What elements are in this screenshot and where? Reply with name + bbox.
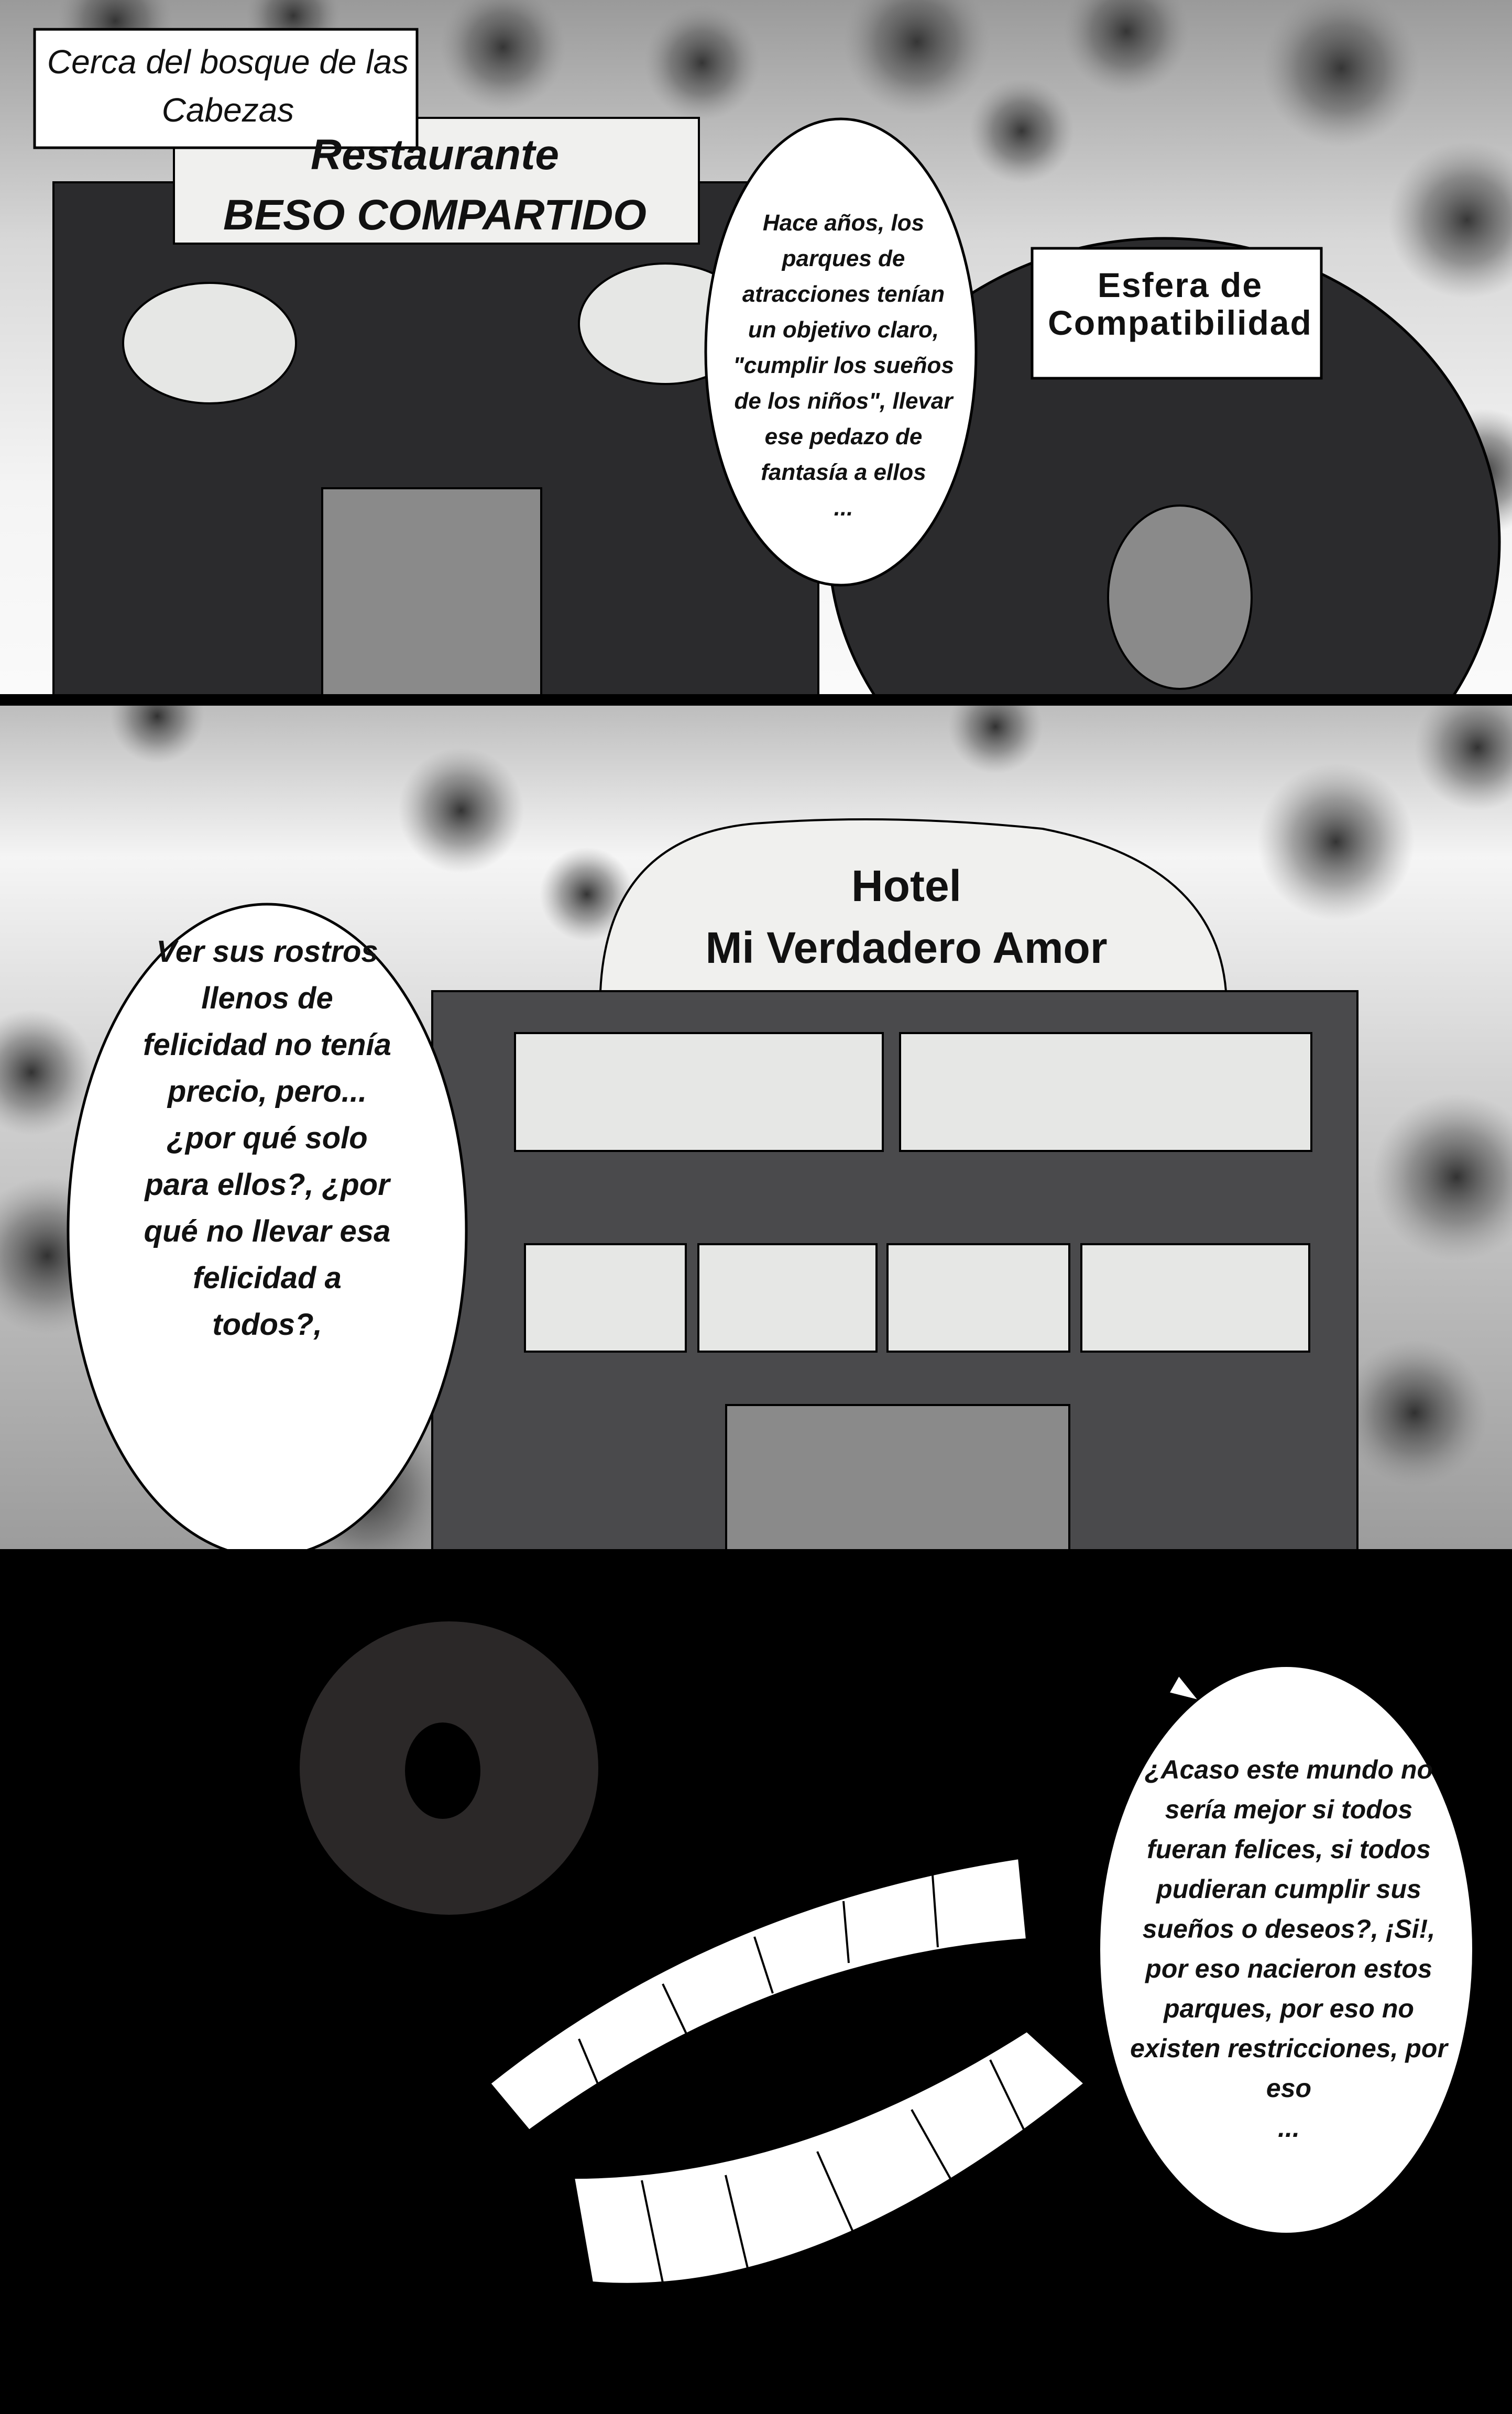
bubble-line: felicidad a — [193, 1261, 342, 1295]
sphere-sign-line: Compatibilidad — [1048, 303, 1312, 342]
bubble-line: parques de — [782, 246, 905, 271]
hotel-window-mid-1 — [525, 1244, 686, 1352]
hotel-sign-line: Hotel — [851, 861, 961, 910]
bubble-line: todos?, — [212, 1308, 322, 1342]
caption-box — [35, 29, 417, 148]
bubble-line: pudieran cumplir sus — [1156, 1874, 1421, 1904]
panel-1-art — [0, 0, 1512, 694]
bubble-line: eso — [1266, 2073, 1312, 2103]
bubble-line: Ver sus rostros — [156, 935, 378, 969]
bubble-line: Hace años, los — [762, 210, 925, 236]
bubble-line: para ellos?, ¿por — [145, 1168, 390, 1202]
bubble-line: ¿Acaso este mundo no — [1144, 1755, 1433, 1784]
bubble-line: atracciones tenían — [742, 281, 945, 307]
bubble-line: fantasía a ellos — [761, 459, 926, 485]
bubble-line: felicidad no tenía — [143, 1028, 391, 1062]
panel-3-art — [0, 1549, 1512, 2414]
panel-restaurant — [0, 0, 1512, 694]
restaurant-window-left — [123, 283, 296, 403]
hotel-window-mid-4 — [1081, 1244, 1309, 1352]
panel-hotel — [0, 706, 1512, 1549]
restaurant-door — [322, 488, 541, 694]
speech-bubble-2 — [68, 904, 466, 1549]
hotel-sign-line: Mi Verdadero Amor — [705, 923, 1108, 972]
bubble-line: ... — [834, 495, 853, 521]
speech-bubble-3 — [1100, 1667, 1472, 2233]
bubble-line: por eso nacieron estos — [1145, 1954, 1432, 1983]
bubble-line: "cumplir los sueños — [733, 353, 954, 378]
bubble-line: fueran felices, si todos — [1147, 1835, 1431, 1864]
restaurant-sign-line: Restaurante — [311, 131, 559, 179]
bubble-line: llenos de — [201, 981, 333, 1015]
hotel-window-mid-2 — [698, 1244, 876, 1352]
caption-line: Cabezas — [161, 91, 294, 129]
bubble-line: ... — [1278, 2113, 1300, 2143]
bubble-line: de los niños", llevar — [734, 388, 953, 414]
panel-dark-face — [0, 1549, 1512, 2414]
hotel-door — [726, 1405, 1069, 1549]
bubble-line: ese pedazo de — [764, 424, 923, 449]
hotel-window-top-left — [515, 1033, 883, 1151]
hotel-window-mid-3 — [888, 1244, 1069, 1352]
restaurant-sign-line: BESO COMPARTIDO — [223, 191, 647, 239]
bubble-line: sería mejor si todos — [1165, 1795, 1413, 1824]
sphere-sign-board — [1032, 248, 1321, 378]
bubble-line: ¿por qué solo — [167, 1121, 368, 1155]
eye-pupil — [405, 1722, 480, 1819]
bubble-line: existen restricciones, por — [1130, 2034, 1448, 2063]
bubble-line: precio, pero... — [167, 1074, 367, 1109]
bubble-line: sueños o deseos?, ¡Si!, — [1142, 1914, 1436, 1944]
sphere-door — [1108, 506, 1252, 689]
bubble-line: qué no llevar esa — [144, 1214, 391, 1248]
speech-bubble-1 — [706, 119, 976, 585]
caption-line: Cerca del bosque de las — [47, 43, 409, 81]
sphere-sign-line: Esfera de — [1097, 266, 1263, 304]
bubble-line: parques, por eso no — [1164, 1994, 1414, 2023]
hotel-window-top-right — [900, 1033, 1311, 1151]
bubble-line: un objetivo claro, — [748, 317, 939, 343]
panel-2-art — [0, 706, 1512, 1549]
